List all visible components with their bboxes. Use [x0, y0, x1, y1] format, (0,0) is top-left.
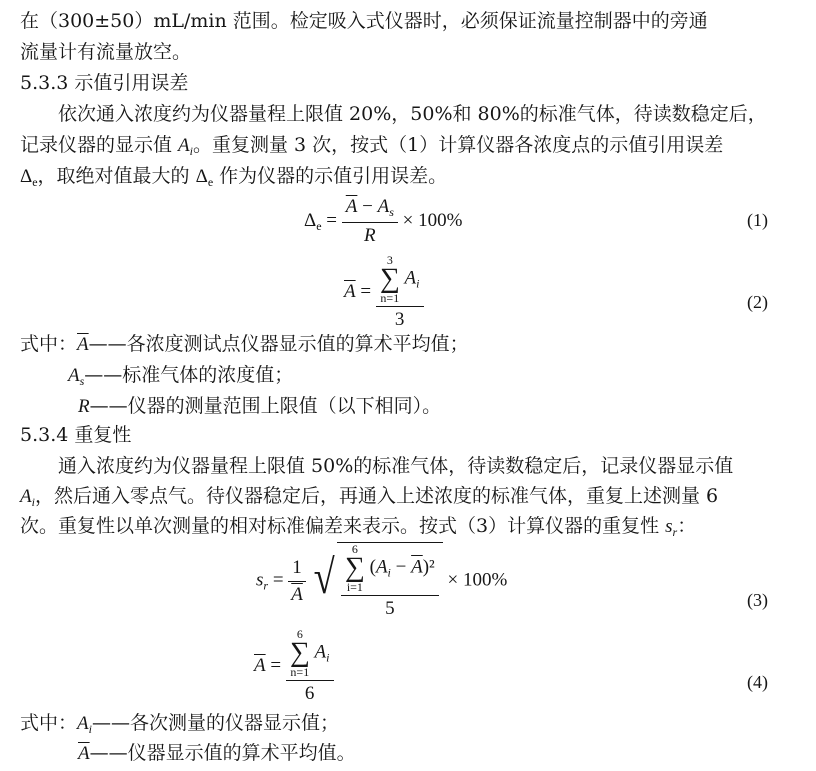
text: 记录仪器的显示值	[20, 134, 179, 156]
section-heading-5-3-4: 5.3.4 重复性	[20, 424, 132, 446]
where-label: 式中：	[20, 333, 78, 355]
equation-number-3: (3)	[747, 590, 768, 610]
equation-1: $\Delta_e$ = $\frac{\overline{A} - A_s}{R}$ × 100%	[304, 196, 463, 246]
symbol-a-i: $A_i$	[20, 486, 35, 509]
symbol-a-bar: $\overline{A}$	[77, 334, 89, 355]
square-root: √ 6 ∑ i=1 $(A_i - \overline{A})^2$ 5	[311, 542, 443, 620]
text: ，取绝对值最大的	[37, 165, 196, 187]
section-heading-5-3-3: 5.3.3 示值引用误差	[20, 72, 189, 94]
definition-line	[20, 331, 469, 358]
equation-number-4: (4)	[747, 672, 768, 692]
summation: 6 ∑ n=1	[289, 627, 310, 679]
symbol-a-s: $A_s$	[68, 365, 85, 388]
definition-text: ——各浓度测试点仪器显示值的算术平均值；	[88, 333, 469, 355]
equation-4: $\overline{A}$ = 6 ∑ n=1 $A_i$ 6	[254, 628, 334, 705]
definition-text: ——仪器的测量范围上限值（以下相同）。	[89, 395, 442, 417]
equation-number-2: (2)	[747, 292, 768, 312]
equation-number-1: (1)	[747, 210, 768, 230]
paragraph-line: 依次通入浓度约为仪器量程上限值 20%，50%和 80%的标准气体，待读数稳定后，	[58, 103, 767, 125]
fraction: 3 ∑ n=1 $A_i$ 3	[376, 254, 424, 331]
fraction: $\frac{1}{A}$	[288, 557, 306, 606]
symbol-r: R	[78, 396, 90, 417]
summation: 6 ∑ i=1	[344, 542, 365, 594]
definition-line	[20, 710, 339, 742]
times-100-percent: × 100%	[402, 209, 463, 231]
where-label: 式中：	[20, 712, 78, 734]
symbol-a-i: $A_i$	[77, 713, 92, 736]
paragraph-line	[20, 163, 447, 195]
symbol-a-i: $A_i$	[178, 135, 193, 158]
paragraph-line	[20, 483, 718, 515]
paragraph-line: 在（300±50）mL/min 范围。检定吸入式仪器时，必须保证流量控制器中的旁通	[20, 10, 708, 32]
symbol-a-bar: $\overline{A}$	[78, 743, 90, 764]
equation-2: $\overline{A}$ = 3 ∑ n=1 $A_i$ 3	[344, 254, 424, 331]
symbol-delta-e: $\Delta_e$	[20, 166, 38, 189]
paragraph-line	[20, 132, 723, 164]
definition-text: ——仪器显示值的算术平均值。	[89, 742, 356, 764]
fraction: $\frac{\overline{A} - A_s}{R}$	[342, 196, 398, 247]
equation-3: $s_r$ = $\frac{1}{A}$ √ 6 ∑ i=1 $(A_i - \overline{A})^2$ 5 × 100%	[256, 542, 508, 619]
paragraph-line: 流量计有流量放空。	[20, 41, 192, 63]
text: 作为仪器的示值引用误差。	[213, 165, 448, 187]
definition-line	[68, 362, 293, 394]
text: ：	[677, 515, 697, 537]
times-100-percent: × 100%	[447, 569, 508, 591]
paragraph-line: 通入浓度约为仪器量程上限值 50%的标准气体，待读数稳定后，记录仪器显示值	[58, 455, 734, 477]
text: 。重复测量 3 次，按式（1）计算仪器各浓度点的示值引用误差	[193, 134, 724, 156]
definition-line	[78, 740, 356, 767]
symbol-s-r: $s_r$	[665, 516, 678, 539]
paragraph-line	[20, 513, 696, 545]
text: ，然后通入零点气。待仪器稳定后，再通入上述浓度的标准气体，重复上述测量 6	[34, 485, 719, 507]
definition-text: ——各次测量的仪器显示值；	[91, 712, 339, 734]
lhs-delta-e: $\Delta_e$	[304, 209, 322, 233]
definition-text: ——标准气体的浓度值；	[84, 364, 294, 386]
symbol-delta-e: $\Delta_e$	[195, 166, 214, 189]
fraction: 6 ∑ n=1 $A_i$ 6	[286, 628, 334, 705]
summation: 3 ∑ n=1	[379, 253, 400, 305]
text: 次。重复性以单次测量的相对标准偏差来表示。按式（3）计算仪器的重复性	[20, 515, 666, 537]
fraction: 6 ∑ i=1 $(A_i - \overline{A})^2$ 5	[341, 543, 439, 620]
definition-line	[78, 393, 441, 420]
